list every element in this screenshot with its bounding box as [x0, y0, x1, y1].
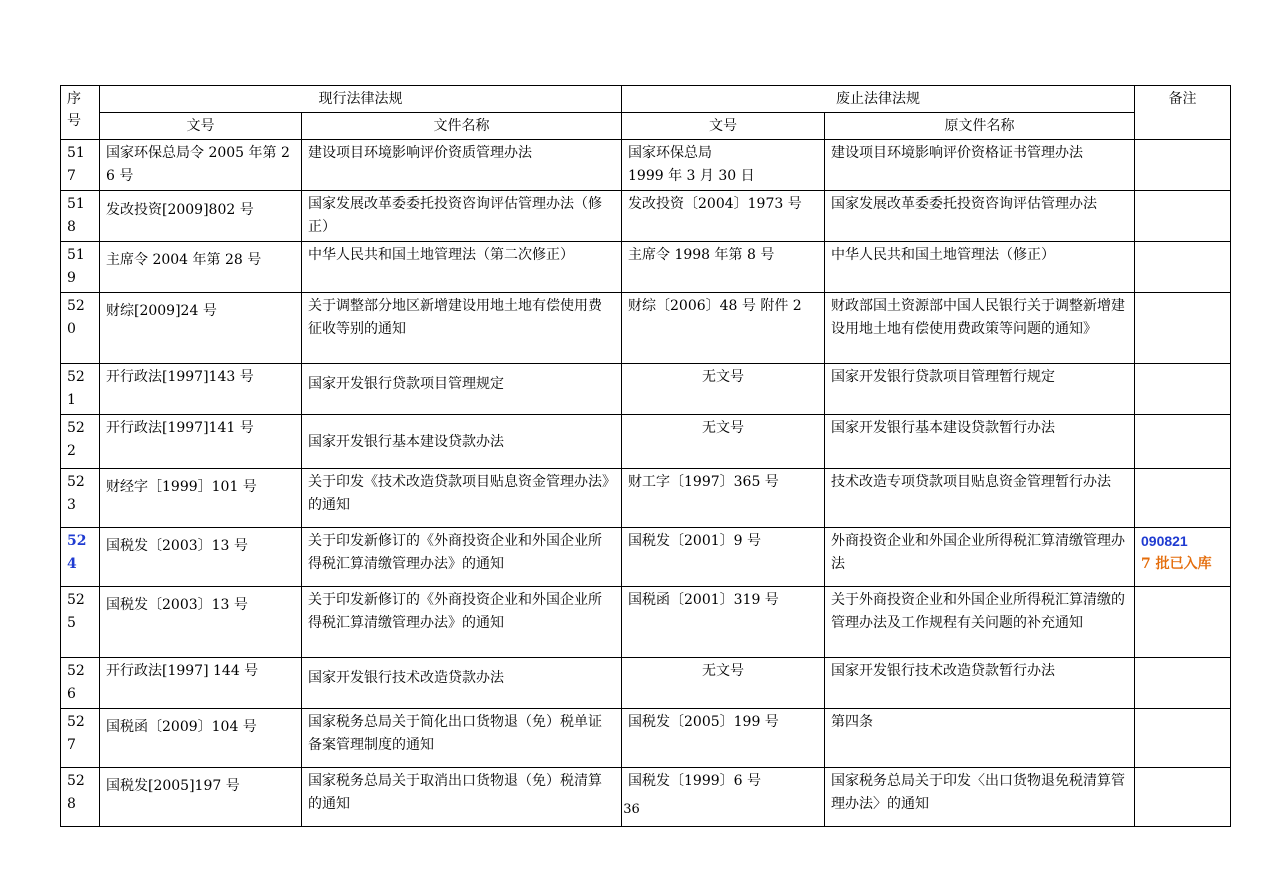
row-current-doc-number: 财综[2009]24 号	[100, 293, 302, 364]
row-seq: 518	[61, 191, 100, 242]
row-current-doc-number: 国税发[2005]197 号	[100, 768, 302, 827]
table-row	[61, 469, 1231, 528]
row-remark	[1135, 191, 1231, 242]
table-row	[61, 191, 1231, 242]
table-row	[61, 768, 1231, 827]
row-abolished-doc-number: 主席令 1998 年第 8 号	[622, 242, 825, 293]
table-row	[61, 709, 1231, 768]
header-row-1	[61, 86, 1231, 113]
row-original-doc-name: 关于外商投资企业和外国企业所得税汇算清缴的管理办法及工作规程有关问题的补充通知	[825, 587, 1135, 658]
row-seq: 522	[61, 415, 100, 469]
row-remark	[1135, 587, 1231, 658]
table-row	[61, 364, 1231, 415]
highlighted-seq-number: 524	[67, 533, 87, 572]
row-original-doc-name: 国家开发银行基本建设贷款暂行办法	[825, 415, 1135, 469]
row-seq: 519	[61, 242, 100, 293]
header-remark: 备注	[1135, 86, 1231, 140]
row-seq: 520	[61, 293, 100, 364]
row-abolished-doc-number: 无文号	[622, 658, 825, 709]
row-abolished-doc-number: 国税发〔1999〕6 号	[622, 768, 825, 827]
row-current-doc-number: 开行政法[1997] 144 号	[100, 658, 302, 709]
remark-batch-code: 090821	[1141, 533, 1188, 549]
row-remark	[1135, 469, 1231, 528]
row-original-doc-name: 中华人民共和国土地管理法（修正）	[825, 242, 1135, 293]
row-remark	[1135, 415, 1231, 469]
row-abolished-doc-number: 国税发〔2005〕199 号	[622, 709, 825, 768]
row-current-doc-name: 关于印发新修订的《外商投资企业和外国企业所得税汇算清缴管理办法》的通知	[302, 528, 622, 587]
row-current-doc-name: 国家开发银行基本建设贷款办法	[302, 415, 622, 469]
row-abolished-doc-number: 国家环保总局 1999 年 3 月 30 日	[622, 140, 825, 191]
row-remark	[1135, 528, 1231, 587]
row-current-doc-name: 中华人民共和国土地管理法（第二次修正）	[302, 242, 622, 293]
row-abolished-doc-number: 国税函〔2001〕319 号	[622, 587, 825, 658]
row-current-doc-name: 关于印发新修订的《外商投资企业和外国企业所得税汇算清缴管理办法》的通知	[302, 587, 622, 658]
table-row	[61, 293, 1231, 364]
row-remark	[1135, 768, 1231, 827]
row-current-doc-name: 国家开发银行技术改造贷款办法	[302, 658, 622, 709]
row-current-doc-name: 建设项目环境影响评价资质管理办法	[302, 140, 622, 191]
remark-status-text: 7 批已入库	[1141, 556, 1212, 572]
row-original-doc-name: 外商投资企业和外国企业所得税汇算清缴管理办法	[825, 528, 1135, 587]
row-abolished-doc-number: 无文号	[622, 364, 825, 415]
row-original-doc-name: 财政部国土资源部中国人民银行关于调整新增建设用地土地有偿使用费政策等问题的通知》	[825, 293, 1135, 364]
row-remark	[1135, 242, 1231, 293]
row-original-doc-name: 国家税务总局关于印发〈出口货物退免税清算管理办法〉的通知	[825, 768, 1135, 827]
row-seq	[61, 528, 100, 587]
regulations-table	[60, 85, 1231, 827]
page-number: 36	[623, 802, 640, 817]
row-current-doc-name: 国家税务总局关于取消出口货物退（免）税清算的通知	[302, 768, 622, 827]
row-current-doc-number: 财经字［1999］101 号	[100, 469, 302, 528]
header-doc-name: 文件名称	[302, 113, 622, 140]
row-current-doc-number: 国家环保总局令 2005 年第 26 号	[100, 140, 302, 191]
header-abolished-regulations: 废止法律法规	[622, 86, 1135, 113]
table-row	[61, 587, 1231, 658]
row-seq: 527	[61, 709, 100, 768]
row-abolished-doc-number: 发改投资〔2004〕1973 号	[622, 191, 825, 242]
row-current-doc-number: 开行政法[1997]143 号	[100, 364, 302, 415]
row-current-doc-number: 国税函〔2009〕104 号	[100, 709, 302, 768]
row-seq: 521	[61, 364, 100, 415]
row-original-doc-name: 建设项目环境影响评价资格证书管理办法	[825, 140, 1135, 191]
row-remark	[1135, 293, 1231, 364]
table-row	[61, 242, 1231, 293]
row-remark	[1135, 709, 1231, 768]
row-seq: 517	[61, 140, 100, 191]
row-current-doc-name: 国家税务总局关于简化出口货物退（免）税单证备案管理制度的通知	[302, 709, 622, 768]
row-current-doc-number: 开行政法[1997]141 号	[100, 415, 302, 469]
row-seq: 525	[61, 587, 100, 658]
row-abolished-doc-number: 无文号	[622, 415, 825, 469]
row-original-doc-name: 国家发展改革委委托投资咨询评估管理办法	[825, 191, 1135, 242]
row-seq: 528	[61, 768, 100, 827]
row-seq: 523	[61, 469, 100, 528]
row-remark	[1135, 140, 1231, 191]
row-current-doc-number: 发改投资[2009]802 号	[100, 191, 302, 242]
row-abolished-doc-number: 国税发〔2001〕9 号	[622, 528, 825, 587]
row-current-doc-name: 国家发展改革委委托投资咨询评估管理办法（修正）	[302, 191, 622, 242]
header-abolished-doc-number: 文号	[622, 113, 825, 140]
header-row-2	[61, 113, 1231, 140]
table-row	[61, 528, 1231, 587]
row-remark	[1135, 364, 1231, 415]
header-current-regulations: 现行法律法规	[100, 86, 622, 113]
row-current-doc-number: 国税发〔2003〕13 号	[100, 528, 302, 587]
row-original-doc-name: 国家开发银行贷款项目管理暂行规定	[825, 364, 1135, 415]
row-abolished-doc-number: 财工字〔1997〕365 号	[622, 469, 825, 528]
row-current-doc-name: 关于调整部分地区新增建设用地土地有偿使用费征收等别的通知	[302, 293, 622, 364]
row-original-doc-name: 技术改造专项贷款项目贴息资金管理暂行办法	[825, 469, 1135, 528]
row-original-doc-name: 第四条	[825, 709, 1135, 768]
row-abolished-doc-number: 财综〔2006〕48 号 附件 2	[622, 293, 825, 364]
header-doc-number: 文号	[100, 113, 302, 140]
row-original-doc-name: 国家开发银行技术改造贷款暂行办法	[825, 658, 1135, 709]
row-current-doc-name: 国家开发银行贷款项目管理规定	[302, 364, 622, 415]
header-original-doc-name: 原文件名称	[825, 113, 1135, 140]
row-current-doc-number: 国税发〔2003〕13 号	[100, 587, 302, 658]
table-row	[61, 415, 1231, 469]
table-row	[61, 658, 1231, 709]
row-seq: 526	[61, 658, 100, 709]
row-current-doc-number: 主席令 2004 年第 28 号	[100, 242, 302, 293]
row-remark	[1135, 658, 1231, 709]
table-row	[61, 140, 1231, 191]
row-current-doc-name: 关于印发《技术改造贷款项目贴息资金管理办法》的通知	[302, 469, 622, 528]
header-seq: 序号	[61, 86, 100, 140]
